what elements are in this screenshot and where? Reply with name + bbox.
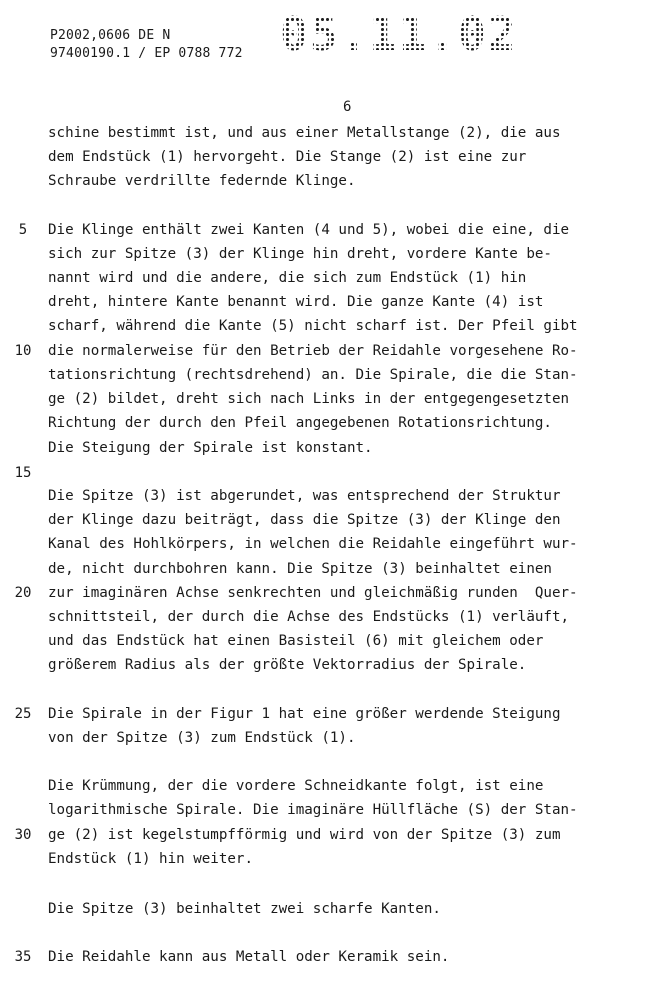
- header-reference-1: P2002,0606 DE N: [50, 28, 171, 43]
- text-line: ge (2) bildet, dreht sich nach Links in der entgegengesetzten: [48, 391, 570, 407]
- date-stamp: [280, 8, 518, 60]
- text-line: die normalerweise für den Betrieb der Reidahle vorgesehene Ro-: [48, 343, 578, 359]
- text-line: Die Spitze (3) ist abgerundet, was entsprechend der Struktur: [48, 488, 561, 504]
- text-line: tationsrichtung (rechtsdrehend) an. Die Spirale, die die Stan-: [48, 367, 578, 383]
- text-line: Endstück (1) hin weiter.: [48, 851, 253, 867]
- line-number: 30: [14, 827, 32, 843]
- text-line: und das Endstück hat einen Basisteil (6) mit gleichem oder: [48, 633, 544, 649]
- page-number: 6: [343, 99, 352, 115]
- line-number: 35: [14, 949, 32, 965]
- text-line: dreht, hintere Kante benannt wird. Die ganze Kante (4) ist: [48, 294, 544, 310]
- line-number: 10: [14, 343, 32, 359]
- text-line: Schraube verdrillte federnde Klinge.: [48, 173, 356, 189]
- line-number: 15: [14, 465, 32, 481]
- date-stamp-text: 05.11.02: [280, 7, 518, 61]
- line-number: 5: [18, 222, 28, 238]
- line-number: 20: [14, 585, 32, 601]
- text-line: Die Spitze (3) beinhaltet zwei scharfe Kanten.: [48, 901, 441, 917]
- text-line: Die Krümmung, der die vordere Schneidkante folgt, ist eine: [48, 778, 544, 794]
- text-line: de, nicht durchbohren kann. Die Spitze (3) beinhaltet einen: [48, 561, 552, 577]
- text-line: sich zur Spitze (3) der Klinge hin dreht, vordere Kante be-: [48, 246, 552, 262]
- text-line: schnittsteil, der durch die Achse des Endstücks (1) verläuft,: [48, 609, 570, 625]
- text-line: dem Endstück (1) hervorgeht. Die Stange (2) ist eine zur: [48, 149, 527, 165]
- text-line: ge (2) ist kegelstumpfförmig und wird von der Spitze (3) zum: [48, 827, 561, 843]
- text-line: nannt wird und die andere, die sich zum Endstück (1) hin: [48, 270, 527, 286]
- text-line: Richtung der durch den Pfeil angegebenen Rotationsrichtung.: [48, 415, 552, 431]
- text-line: schine bestimmt ist, und aus einer Metallstange (2), die aus: [48, 125, 561, 141]
- text-line: Die Spirale in der Figur 1 hat eine größer werdende Steigung: [48, 706, 561, 722]
- text-line: der Klinge dazu beiträgt, dass die Spitze (3) der Klinge den: [48, 512, 561, 528]
- text-line: scharf, während die Kante (5) nicht scharf ist. Der Pfeil gibt: [48, 318, 578, 334]
- line-number: 25: [14, 706, 32, 722]
- header-reference-2: 97400190.1 / EP 0788 772: [50, 46, 243, 61]
- text-line: Die Reidahle kann aus Metall oder Keramik sein.: [48, 949, 450, 965]
- text-line: von der Spitze (3) zum Endstück (1).: [48, 730, 356, 746]
- text-line: Die Klinge enthält zwei Kanten (4 und 5), wobei die eine, die: [48, 222, 570, 238]
- text-line: Die Steigung der Spirale ist konstant.: [48, 440, 373, 456]
- text-line: logarithmische Spirale. Die imaginäre Hüllfläche (S) der Stan-: [48, 802, 578, 818]
- text-line: größerem Radius als der größte Vektorradius der Spirale.: [48, 657, 527, 673]
- text-line: Kanal des Hohlkörpers, in welchen die Reidahle eingeführt wur-: [48, 536, 578, 552]
- text-line: zur imaginären Achse senkrechten und gleichmäßig runden Quer-: [48, 585, 578, 601]
